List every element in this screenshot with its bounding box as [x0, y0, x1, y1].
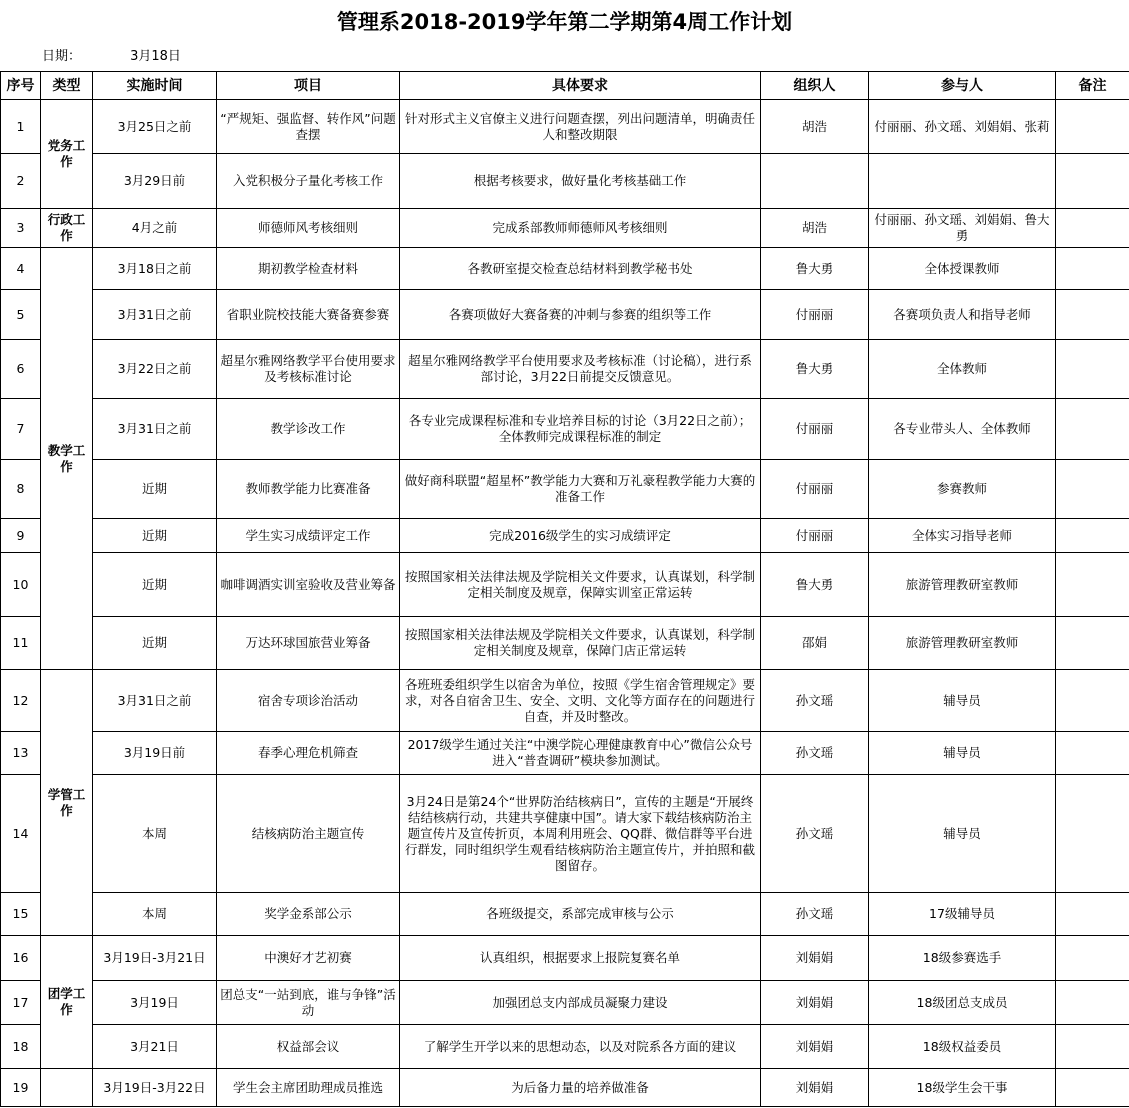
row-number: 6	[1, 340, 41, 399]
header-cell: 具体要求	[400, 72, 761, 100]
participants-cell: 辅导员	[869, 732, 1056, 775]
requirement-cell: 根据考核要求，做好量化考核基础工作	[400, 154, 761, 209]
time-cell: 本周	[93, 775, 217, 893]
item-cell: 团总支“一站到底，谁与争锋”活动	[217, 981, 400, 1025]
type-cell	[41, 1069, 93, 1107]
note-cell	[1056, 1025, 1129, 1069]
requirement-cell: 加强团总支内部成员凝聚力建设	[400, 981, 761, 1025]
row-number: 19	[1, 1069, 41, 1107]
time-cell: 近期	[93, 460, 217, 519]
organizer-cell: 孙文瑶	[761, 732, 869, 775]
table-row	[1, 154, 1129, 209]
table-row	[1, 209, 1129, 248]
item-cell: 教师教学能力比赛准备	[217, 460, 400, 519]
date-row	[0, 42, 1129, 71]
table-row	[1, 936, 1129, 981]
organizer-cell: 付丽丽	[761, 519, 869, 553]
time-cell: 3月31日之前	[93, 670, 217, 732]
organizer-cell: 孙文瑶	[761, 670, 869, 732]
requirement-cell: 了解学生开学以来的思想动态，以及对院系各方面的建议	[400, 1025, 761, 1069]
item-cell: 省职业院校技能大赛备赛参赛	[217, 290, 400, 340]
participants-cell: 参赛教师	[869, 460, 1056, 519]
time-cell: 3月19日	[93, 981, 217, 1025]
requirement-cell: 为后备力量的培养做准备	[400, 1069, 761, 1107]
row-number: 3	[1, 209, 41, 248]
requirement-cell: 各教研室提交检查总结材料到教学秘书处	[400, 248, 761, 290]
requirement-cell: 各专业完成课程标准和专业培养目标的讨论（3月22日之前）；全体教师完成课程标准的制定	[400, 399, 761, 460]
table-row	[1, 460, 1129, 519]
row-number: 13	[1, 732, 41, 775]
note-cell	[1056, 1069, 1129, 1107]
note-cell	[1056, 732, 1129, 775]
note-cell	[1056, 936, 1129, 981]
type-cell: 党务工作	[41, 100, 93, 209]
participants-cell: 全体实习指导老师	[869, 519, 1056, 553]
row-number: 10	[1, 553, 41, 617]
participants-cell: 18级参赛选手	[869, 936, 1056, 981]
time-cell: 近期	[93, 617, 217, 670]
requirement-cell: 2017级学生通过关注“中澳学院心理健康教育中心”微信公众号进入“普查调研”模块参加测试。	[400, 732, 761, 775]
item-cell: 中澳好才艺初赛	[217, 936, 400, 981]
row-number: 11	[1, 617, 41, 670]
date-label: 日期：	[42, 49, 82, 64]
organizer-cell: 刘娟娟	[761, 936, 869, 981]
requirement-cell: 各班班委组织学生以宿舍为单位，按照《学生宿舍管理规定》要求，对各自宿舍卫生、安全、文明、文化等方面存在的问题进行自查，并及时整改。	[400, 670, 761, 732]
row-number: 17	[1, 981, 41, 1025]
header-cell: 序号	[1, 72, 41, 100]
note-cell	[1056, 290, 1129, 340]
requirement-cell: 针对形式主义官僚主义进行问题查摆，列出问题清单，明确责任人和整改期限	[400, 100, 761, 154]
organizer-cell: 鲁大勇	[761, 340, 869, 399]
row-number: 8	[1, 460, 41, 519]
item-cell: 结核病防治主题宣传	[217, 775, 400, 893]
note-cell	[1056, 670, 1129, 732]
row-number: 18	[1, 1025, 41, 1069]
participants-cell: 旅游管理教研室教师	[869, 553, 1056, 617]
row-number: 15	[1, 893, 41, 936]
table-row	[1, 670, 1129, 732]
table-row	[1, 248, 1129, 290]
note-cell	[1056, 154, 1129, 209]
item-cell: 学生实习成绩评定工作	[217, 519, 400, 553]
note-cell	[1056, 617, 1129, 670]
requirement-cell: 按照国家相关法律法规及学院相关文件要求，认真谋划，科学制定相关制度及规章，保障门店正常运转	[400, 617, 761, 670]
organizer-cell: 付丽丽	[761, 399, 869, 460]
note-cell	[1056, 399, 1129, 460]
participants-cell: 18级权益委员	[869, 1025, 1056, 1069]
time-cell: 3月22日之前	[93, 340, 217, 399]
requirement-cell: 3月24日是第24个“世界防治结核病日”，宣传的主题是“开展终结结核病行动，共建共享健康中国”。请大家下载结核病防治主题宣传片及宣传折页，本周利用班会、QQ群、微信群等平台进行群发，同时组织学生观看结核病防治主题宣传片，并拍照和截图留存。	[400, 775, 761, 893]
table-row	[1, 553, 1129, 617]
type-cell: 教学工作	[41, 248, 93, 670]
table-row	[1, 290, 1129, 340]
time-cell: 3月25日之前	[93, 100, 217, 154]
time-cell: 3月31日之前	[93, 290, 217, 340]
item-cell: 春季心理危机筛查	[217, 732, 400, 775]
organizer-cell	[761, 154, 869, 209]
item-cell: 咖啡调酒实训室验收及营业筹备	[217, 553, 400, 617]
organizer-cell: 胡浩	[761, 100, 869, 154]
organizer-cell: 付丽丽	[761, 290, 869, 340]
item-cell: 奖学金系部公示	[217, 893, 400, 936]
row-number: 9	[1, 519, 41, 553]
requirement-cell: 各赛项做好大赛备赛的冲刺与参赛的组织等工作	[400, 290, 761, 340]
organizer-cell: 鲁大勇	[761, 553, 869, 617]
row-number: 14	[1, 775, 41, 893]
row-number: 5	[1, 290, 41, 340]
row-number: 1	[1, 100, 41, 154]
header-cell: 参与人	[869, 72, 1056, 100]
table-row	[1, 519, 1129, 553]
table-row	[1, 100, 1129, 154]
organizer-cell: 刘娟娟	[761, 1025, 869, 1069]
type-cell: 团学工作	[41, 936, 93, 1069]
item-cell: “严规矩、强监督、转作风”问题查摆	[217, 100, 400, 154]
table-row	[1, 732, 1129, 775]
item-cell: 期初教学检查材料	[217, 248, 400, 290]
row-number: 16	[1, 936, 41, 981]
note-cell	[1056, 981, 1129, 1025]
organizer-cell: 刘娟娟	[761, 981, 869, 1025]
row-number: 12	[1, 670, 41, 732]
item-cell: 师德师风考核细则	[217, 209, 400, 248]
participants-cell: 各赛项负责人和指导老师	[869, 290, 1056, 340]
time-cell: 近期	[93, 519, 217, 553]
participants-cell: 付丽丽、孙文瑶、刘娟娟、张莉	[869, 100, 1056, 154]
header-row	[1, 72, 1129, 100]
date-value: 3月18日	[130, 49, 181, 64]
participants-cell: 辅导员	[869, 775, 1056, 893]
requirement-cell: 做好商科联盟“超星杯”教学能力大赛和万礼豪程教学能力大赛的准备工作	[400, 460, 761, 519]
time-cell: 3月21日	[93, 1025, 217, 1069]
organizer-cell: 孙文瑶	[761, 775, 869, 893]
header-cell: 备注	[1056, 72, 1129, 100]
organizer-cell: 孙文瑶	[761, 893, 869, 936]
row-number: 7	[1, 399, 41, 460]
note-cell	[1056, 248, 1129, 290]
note-cell	[1056, 340, 1129, 399]
row-number: 4	[1, 248, 41, 290]
item-cell: 学生会主席团助理成员推选	[217, 1069, 400, 1107]
requirement-cell: 按照国家相关法律法规及学院相关文件要求，认真谋划，科学制定相关制度及规章，保障实训室正常运转	[400, 553, 761, 617]
header-cell: 项目	[217, 72, 400, 100]
note-cell	[1056, 775, 1129, 893]
note-cell	[1056, 460, 1129, 519]
requirement-cell: 完成2016级学生的实习成绩评定	[400, 519, 761, 553]
organizer-cell: 鲁大勇	[761, 248, 869, 290]
header-cell: 类型	[41, 72, 93, 100]
type-cell: 学管工作	[41, 670, 93, 936]
requirement-cell: 认真组织，根据要求上报院复赛名单	[400, 936, 761, 981]
header-cell: 实施时间	[93, 72, 217, 100]
time-cell: 3月19日-3月22日	[93, 1069, 217, 1107]
organizer-cell: 付丽丽	[761, 460, 869, 519]
type-cell: 行政工作	[41, 209, 93, 248]
organizer-cell: 刘娟娟	[761, 1069, 869, 1107]
table-row	[1, 340, 1129, 399]
item-cell: 宿舍专项诊治活动	[217, 670, 400, 732]
participants-cell	[869, 154, 1056, 209]
table-row	[1, 775, 1129, 893]
requirement-cell: 超星尔雅网络教学平台使用要求及考核标准（讨论稿），进行系部讨论，3月22日前提交反馈意见。	[400, 340, 761, 399]
row-number: 2	[1, 154, 41, 209]
table-row	[1, 617, 1129, 670]
item-cell: 万达环球国旅营业筹备	[217, 617, 400, 670]
table-row	[1, 893, 1129, 936]
requirement-cell: 完成系部教师师德师风考核细则	[400, 209, 761, 248]
time-cell: 近期	[93, 553, 217, 617]
participants-cell: 各专业带头人、全体教师	[869, 399, 1056, 460]
note-cell	[1056, 893, 1129, 936]
note-cell	[1056, 519, 1129, 553]
item-cell: 超星尔雅网络教学平台使用要求及考核标准讨论	[217, 340, 400, 399]
time-cell: 3月29日前	[93, 154, 217, 209]
participants-cell: 全体授课教师	[869, 248, 1056, 290]
table-row	[1, 981, 1129, 1025]
table-row	[1, 1069, 1129, 1107]
item-cell: 权益部会议	[217, 1025, 400, 1069]
note-cell	[1056, 553, 1129, 617]
item-cell: 入党积极分子量化考核工作	[217, 154, 400, 209]
organizer-cell: 胡浩	[761, 209, 869, 248]
time-cell: 本周	[93, 893, 217, 936]
organizer-cell: 邵娟	[761, 617, 869, 670]
participants-cell: 全体教师	[869, 340, 1056, 399]
participants-cell: 旅游管理教研室教师	[869, 617, 1056, 670]
participants-cell: 付丽丽、孙文瑶、刘娟娟、鲁大勇	[869, 209, 1056, 248]
requirement-cell: 各班级提交，系部完成审核与公示	[400, 893, 761, 936]
participants-cell: 18级团总支成员	[869, 981, 1056, 1025]
participants-cell: 辅导员	[869, 670, 1056, 732]
time-cell: 4月之前	[93, 209, 217, 248]
time-cell: 3月31日之前	[93, 399, 217, 460]
header-cell: 组织人	[761, 72, 869, 100]
plan-table	[0, 71, 1129, 1107]
table-row	[1, 399, 1129, 460]
time-cell: 3月19日-3月21日	[93, 936, 217, 981]
note-cell	[1056, 100, 1129, 154]
participants-cell: 18级学生会干事	[869, 1069, 1056, 1107]
item-cell: 教学诊改工作	[217, 399, 400, 460]
note-cell	[1056, 209, 1129, 248]
time-cell: 3月19日前	[93, 732, 217, 775]
time-cell: 3月18日之前	[93, 248, 217, 290]
table-row	[1, 1025, 1129, 1069]
participants-cell: 17级辅导员	[869, 893, 1056, 936]
page-title: 管理系2018-2019学年第二学期第4周工作计划	[336, 10, 793, 34]
